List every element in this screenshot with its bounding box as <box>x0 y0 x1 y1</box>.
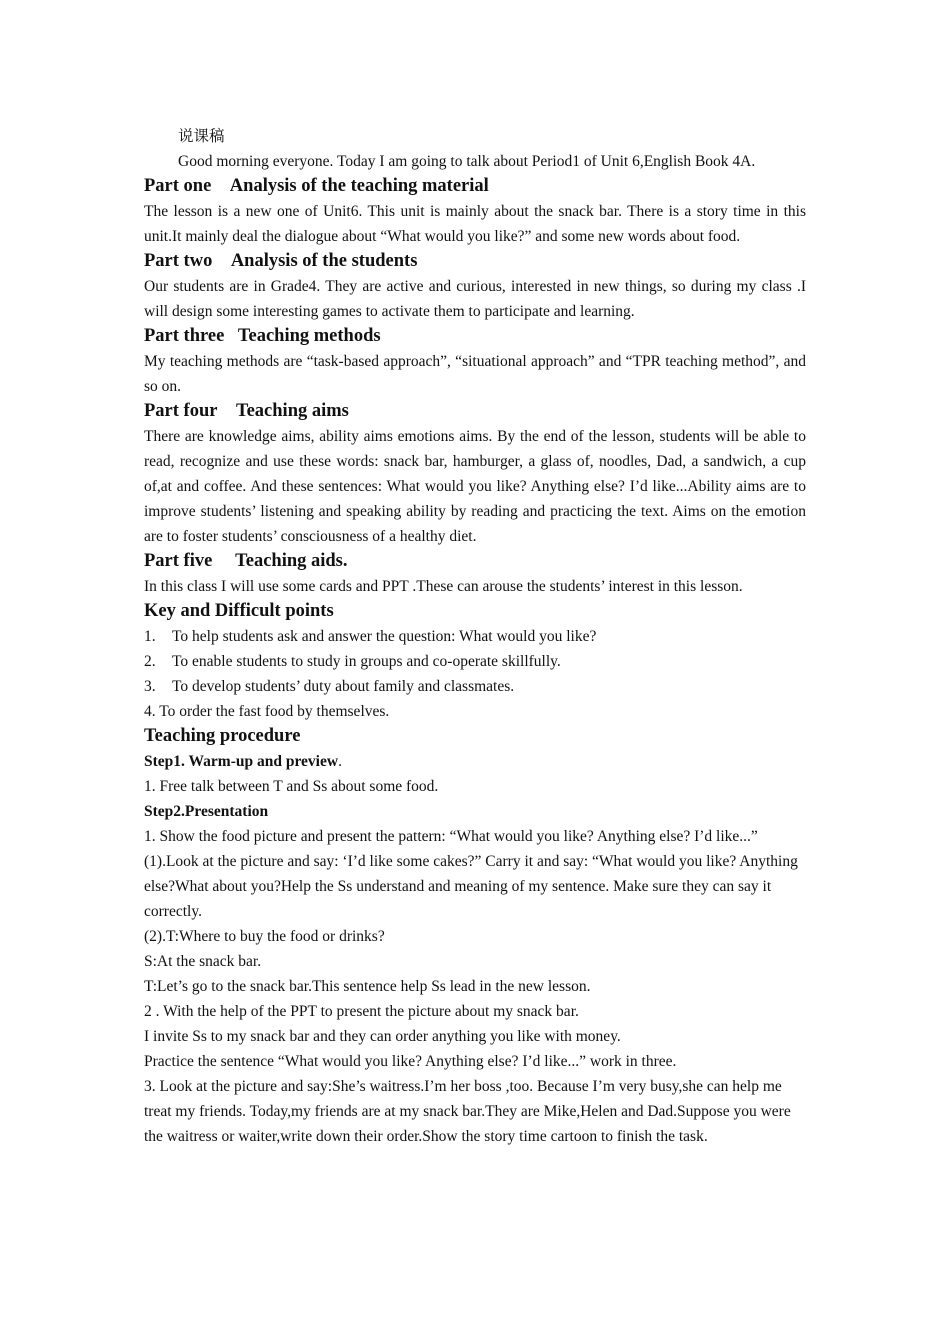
step1-line: Step1. Warm-up and preview. <box>144 753 342 770</box>
part-five-text: In this class I will use some cards and PPT .These can arouse the students’ interest in this lesson. <box>144 578 743 595</box>
part-one-text: The lesson is a new one of Unit6. This unit is mainly about the snack bar. There is a story time in this unit.It mainly deal the dialogue about “What would you like?” and some new words about food. <box>144 203 806 245</box>
step2-item-3: 3. Look at the picture and say:She’s waitress.I’m her boss ,too. Because I’m very busy,she can help me treat my friends. Today,my friends are at my snack bar.They are Mike,Helen and Dad.Suppose you were the waitress or waiter,write down their order.Show the story time cartoon to finish the task. <box>144 1078 791 1145</box>
part-three-heading: Part three Teaching methods <box>144 326 381 346</box>
part-four-text: There are knowledge aims, ability aims emotions aims. By the end of the lesson, students will be able to read, recognize and use these words: snack bar, hamburger, a glass of, noodles, Dad, a sandwich, a cup of,at and coffee. And these sentences: What would you like? Anything else? I’d like...Ability aims are to improve students’ listening and speaking ability by reading and practicing the text. Aims on the emotion are to foster students’ consciousness of a healthy diet. <box>144 428 806 545</box>
step2-item-2: 2 . With the help of the PPT to present the picture about my snack bar. <box>144 1003 579 1020</box>
key-point-item: 3. To develop students’ duty about family and classmates. <box>144 678 515 695</box>
part-two-heading: Part two Analysis of the students <box>144 251 418 271</box>
key-points-heading: Key and Difficult points <box>144 601 334 621</box>
sub-item-2: (2).T:Where to buy the food or drinks? <box>144 928 385 945</box>
part-two-text: Our students are in Grade4. They are active and curious, interested in new things, so during my class .I will design some interesting games to activate them to participate and learning. <box>144 278 806 320</box>
step2-item-1: 1. Show the food picture and present the pattern: “What would you like? Anything else? I’d like...” <box>144 828 758 845</box>
step1-item: 1. Free talk between T and Ss about some food. <box>144 778 439 795</box>
intro-paragraph: Good morning everyone. Today I am going to talk about Period1 of Unit 6,English Book 4A. <box>178 153 756 170</box>
invite-line: I invite Ss to my snack bar and they can order anything you like with money. <box>144 1028 621 1045</box>
part-three-text: My teaching methods are “task-based approach”, “situational approach” and “TPR teaching method”, and so on. <box>144 353 806 395</box>
document-title: 说课稿 <box>178 128 225 145</box>
procedure-heading: Teaching procedure <box>144 726 301 746</box>
step2-label: Step2.Presentation <box>144 803 269 820</box>
key-point-item: 2. To enable students to study in groups and co-operate skillfully. <box>144 653 561 670</box>
key-point-item: 4. To order the fast food by themselves. <box>144 703 390 720</box>
practice-line: Practice the sentence “What would you like? Anything else? I’d like...” work in three. <box>144 1053 677 1070</box>
part-five-heading: Part five Teaching aids. <box>144 551 348 571</box>
key-point-item: 1. To help students ask and answer the question: What would you like? <box>144 628 597 645</box>
sub-item-1: (1).Look at the picture and say: ‘I’d like some cakes?” Carry it and say: “What would you like? Anything else?What about you?Help the Ss understand and meaning of my sentence. Make sure they can say it correctly. <box>144 853 798 920</box>
part-four-heading: Part four Teaching aims <box>144 401 349 421</box>
step1-label: Step1. Warm-up and preview <box>144 753 339 770</box>
part-one-heading: Part one Analysis of the teaching material <box>144 176 489 196</box>
teacher-line: T:Let’s go to the snack bar.This sentence help Ss lead in the new lesson. <box>144 978 591 995</box>
student-line: S:At the snack bar. <box>144 953 262 970</box>
